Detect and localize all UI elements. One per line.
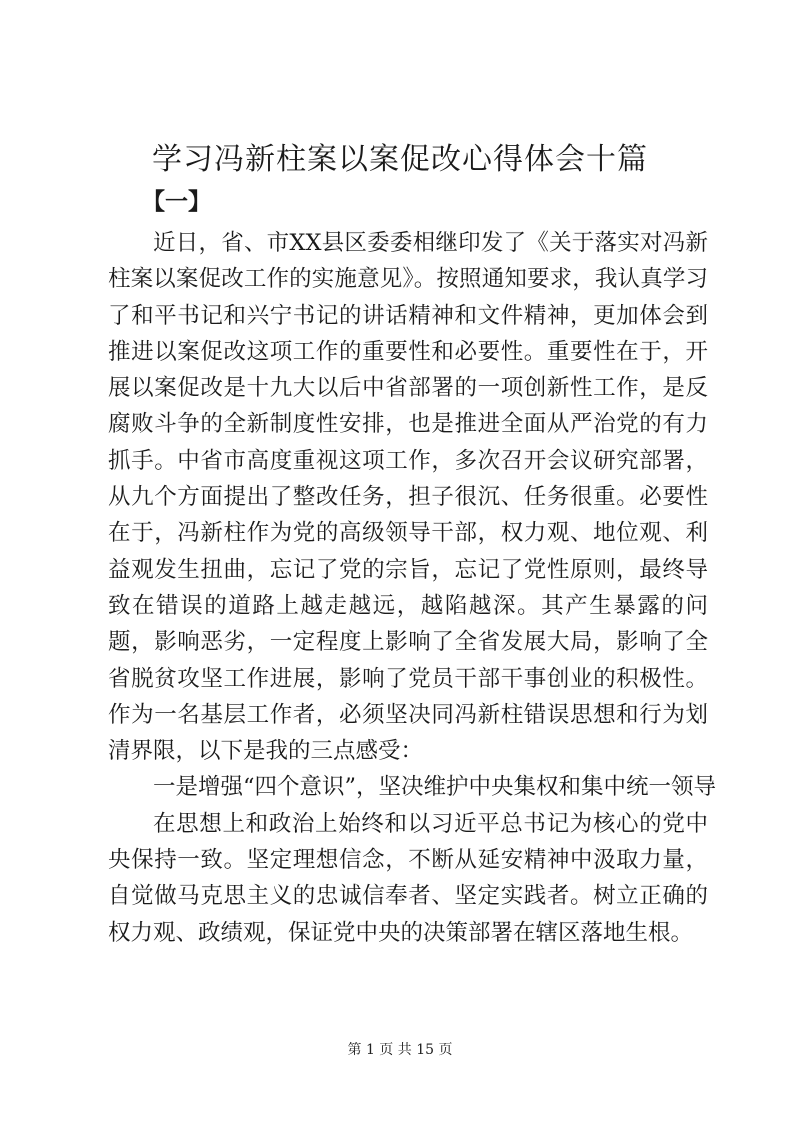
section-heading: 【一】 — [142, 188, 211, 215]
document-body — [108, 225, 717, 951]
paragraph-point-one-body: 在思想上和政治上始终和以习近平总书记为核心的党中央保持一致。坚定理想信念，不断从延安精神中汲取力量，自觉做马克思主义的忠诚信奉者、坚定实践者。树立正确的权力观、政绩观，保证党中央的决策部署在辖区落地生根。 — [108, 810, 708, 946]
document-title: 学习冯新柱案以案促改心得体会十篇 — [152, 142, 648, 177]
paragraph-intro: 近日，省、市XX县区委委相继印发了《关于落实对冯新柱案以案促改工作的实施意见》。按照通知要求，我认真学习了和平书记和兴宁书记的讲话精神和文件精神，更加体会到推进以案促改这项工作的重要性和必要性。重要性在于，开展以案促改是十九大以后中省部署的一项创新性工作，是反腐败斗争的全新制度性安排，也是推进全面从严治党的有力抓手。中省市高度重视这项工作，多次召开会议研究部署，从九个方面提出了整改任务，担子很沉、任务很重。必要性在于，冯新柱作为党的高级领导干部，权力观、地位观、利益观发生扭曲，忘记了党的宗旨，忘记了党性原则，最终导致在错误的道路上越走越远，越陷越深。其产生暴露的问题，影响恶劣，一定程度上影响了全省发展大局，影响了全省脱贫攻坚工作进展，影响了党员干部干事创业的积极性。作为一名基层工作者，必须坚决同冯新柱错误思想和行为划清界限，以下是我的三点感受： — [108, 230, 708, 765]
page-footer: 第 1 页 共 15 页 — [347, 1042, 453, 1058]
paragraph-point-one-heading: 一是增强“四个意识”，坚决维护中央集权和集中统一领导 — [153, 774, 717, 801]
